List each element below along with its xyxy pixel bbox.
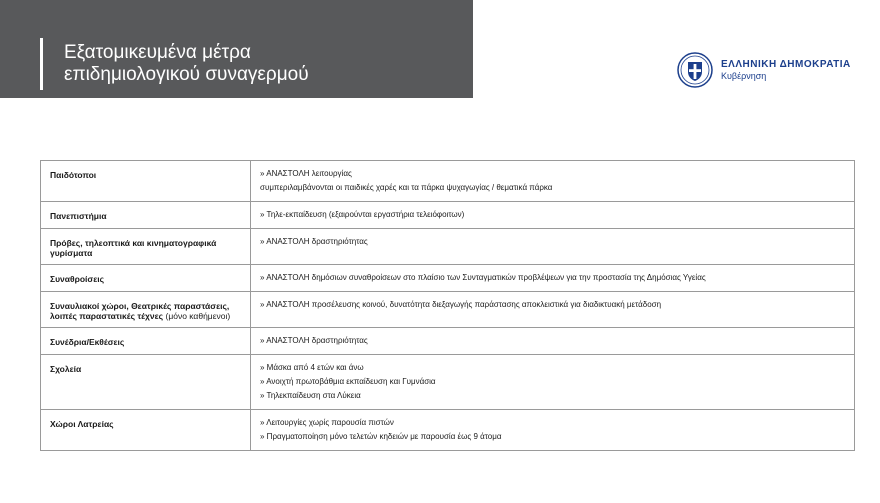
category-label: Σχολεία xyxy=(50,364,82,374)
measures-table xyxy=(40,160,855,451)
measures-cell xyxy=(251,292,855,328)
category-label: Συναθροίσεις xyxy=(50,274,105,284)
measures-cell xyxy=(251,410,855,451)
measure-line: » Τηλεκπαίδευση στα Λύκεια xyxy=(260,391,361,400)
category-cell xyxy=(41,292,251,328)
measures-cell xyxy=(251,355,855,410)
category-cell xyxy=(41,410,251,451)
page-title xyxy=(64,42,309,86)
measure-line: » Ανοιχτή πρωτοβάθμια εκπαίδευση και Γυμνάσια xyxy=(260,377,436,386)
category-cell xyxy=(41,161,251,202)
table-row xyxy=(41,265,855,292)
measure-line: » ΑΝΑΣΤΟΛΗ λειτουργίας xyxy=(260,169,352,178)
category-cell xyxy=(41,229,251,265)
measures-table-body xyxy=(41,161,855,451)
measure-line: » Τηλε-εκπαίδευση (εξαιρούνται εργαστήρια τελειόφοιτων) xyxy=(260,210,465,219)
table-row xyxy=(41,410,855,451)
table-row xyxy=(41,328,855,355)
greek-coat-of-arms-icon xyxy=(677,52,713,88)
measure-line: συμπεριλαμβάνονται οι παιδικές χαρές και τα πάρκα ψυχαγωγίας / θεματικά πάρκα xyxy=(260,183,553,192)
measure-line: » ΑΝΑΣΤΟΛΗ δραστηριότητας xyxy=(260,237,368,246)
measure-line: » Λειτουργίες χωρίς παρουσία πιστών xyxy=(260,418,394,427)
measures-cell xyxy=(251,265,855,292)
measure-line: » ΑΝΑΣΤΟΛΗ δραστηριότητας xyxy=(260,336,368,345)
category-cell xyxy=(41,265,251,292)
measures-cell xyxy=(251,161,855,202)
government-logo xyxy=(677,52,851,88)
table-row xyxy=(41,292,855,328)
page-title-line-1: Εξατομικευμένα μέτρα xyxy=(64,42,251,63)
category-label: Συναυλιακοί χώροι, Θεατρικές παραστάσεις, λοιπές παραστατικές τέχνες xyxy=(50,301,230,321)
category-note: (μόνο καθήμενοι) xyxy=(165,311,231,321)
table-row xyxy=(41,229,855,265)
measures-cell xyxy=(251,202,855,229)
table-row xyxy=(41,202,855,229)
measure-line: » ΑΝΑΣΤΟΛΗ προσέλευσης κοινού, δυνατότητα διεξαγωγής παράστασης αποκλειστικά για διαδικτυακή μετάδοση xyxy=(260,300,662,309)
measures-cell xyxy=(251,229,855,265)
category-cell xyxy=(41,202,251,229)
measure-line: » Πραγματοποίηση μόνο τελετών κηδειών με παρουσία έως 9 άτομα xyxy=(260,432,502,441)
category-label: Πανεπιστήμια xyxy=(50,211,107,221)
measures-cell xyxy=(251,328,855,355)
category-label: Πρόβες, τηλεοπτικά και κινηματογραφικά γυρίσματα xyxy=(50,238,217,258)
table-row xyxy=(41,355,855,410)
header-accent-rule xyxy=(40,38,43,90)
header-banner xyxy=(0,0,473,98)
measure-line: » ΑΝΑΣΤΟΛΗ δημόσιων συναθροίσεων στο πλαίσιο των Συνταγματικών προβλέψεων για την προστασία της Δημόσιας Υγείας xyxy=(260,273,706,282)
category-cell xyxy=(41,328,251,355)
category-cell xyxy=(41,355,251,410)
government-subtitle: Κυβέρνηση xyxy=(721,70,767,81)
measure-line: » Μάσκα από 4 ετών και άνω xyxy=(260,363,364,372)
category-label: Χώροι Λατρείας xyxy=(50,419,114,429)
government-name: ΕΛΛΗΝΙΚΗ ΔΗΜΟΚΡΑΤΙΑ xyxy=(721,58,851,70)
category-label: Συνέδρια/Εκθέσεις xyxy=(50,337,125,347)
category-label: Παιδότοποι xyxy=(50,170,97,180)
page-title-line-2: επιδημιολογικού συναγερμού xyxy=(64,64,309,85)
table-row xyxy=(41,161,855,202)
government-logo-text xyxy=(721,59,851,82)
